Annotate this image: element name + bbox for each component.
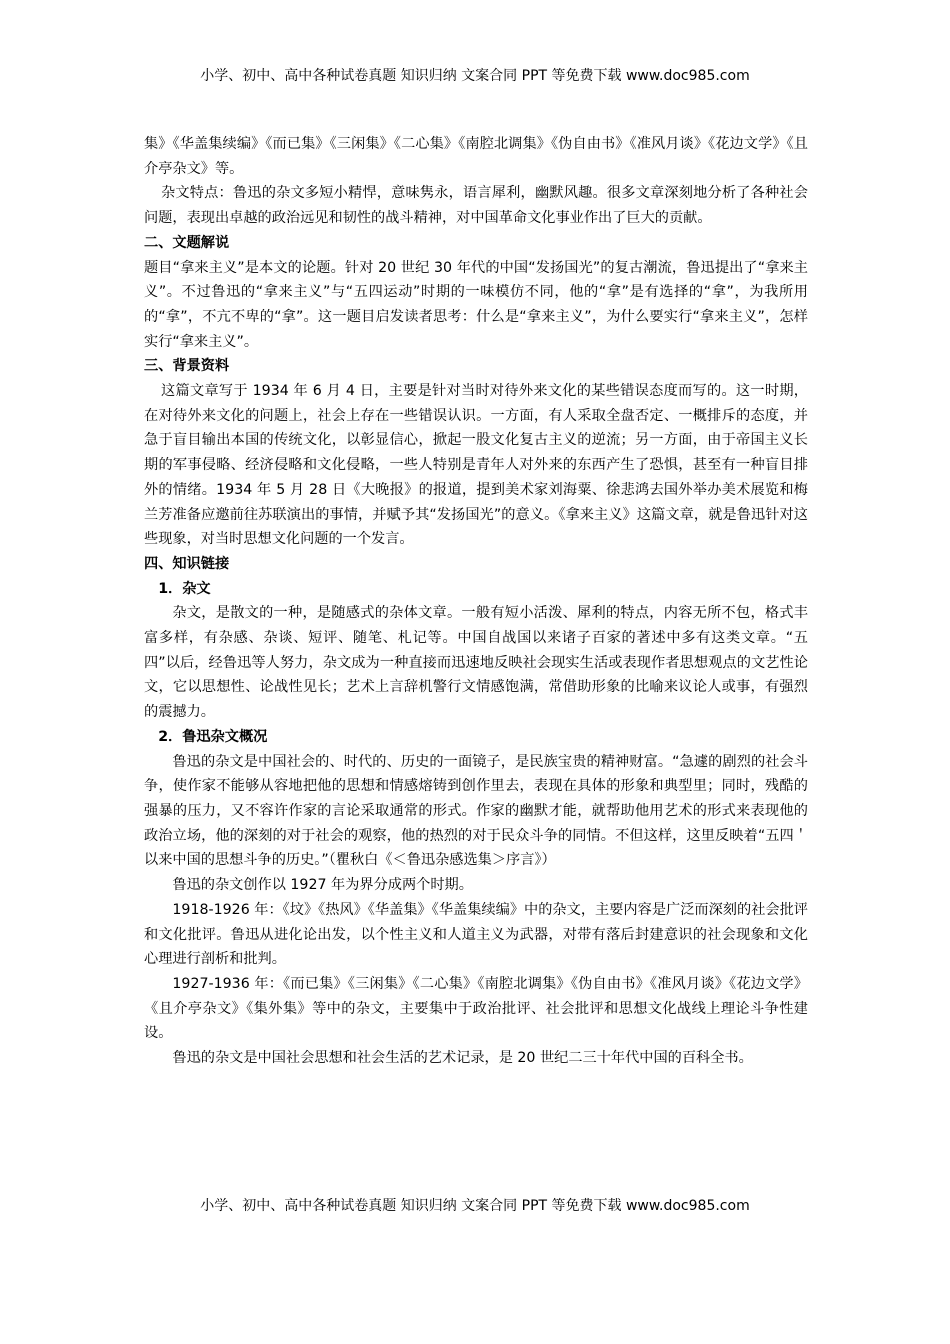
periods-paragraph: 鲁迅的杂文创作以 1927 年为界分成两个时期。 [172, 877, 473, 894]
period1-paragraph: 1918-1926 年：《坟》《热风》《华盖集》《华盖集续编》中的杂文，主要内容是广泛而深刻的社会批评和文化批评。鲁迅从进化论出发，以个性主义和人道主义为武器，对带有落后封建意识的社会现象和文化心理进行剖析和批判。 [144, 901, 808, 968]
subheading-zawen: 1．杂文 [158, 580, 211, 597]
period2-paragraph: 1927-1936 年：《而已集》《三闲集》《二心集》《南腔北调集》《伪自由书》《准风月谈》《花边文学》《且介亭杂文》《集外集》等中的杂文，主要集中于政治批评、社会批评和思想文化战线上理论斗争性建设。 [144, 975, 808, 1042]
section-heading-knowledge-links: 四、知识链接 [144, 555, 230, 572]
subheading-luxun-overview: 2．鲁迅杂文概况 [158, 728, 268, 745]
section-heading-title-explanation: 二、文题解说 [144, 234, 230, 251]
features-paragraph: 杂文特点：鲁迅的杂文多短小精悍，意味隽永，语言犀利，幽默风趣。很多文章深刻地分析了各种社会问题，表现出卓越的政治远见和韧性的战斗精神，对中国革命文化事业作出了巨大的贡献。 [144, 185, 808, 227]
section-heading-background: 三、背景资料 [144, 358, 230, 375]
overview-paragraph: 鲁迅的杂文是中国社会的、时代的、历史的一面镜子，是民族宝贵的精神财富。“急遽的剧烈的社会斗争，使作家不能够从容地把他的思想和情感熔铸到创作里去，表现在具体的形象和典型里；同时，残酷的强暴的压力，又不容许作家的言论采取通常的形式。作家的幽默才能，就帮助他用艺术的形式来表现他的政治立场，他的深刻的对于社会的观察，他的热烈的对于民众斗争的同情。不但这样，这里反映着“五四＇以来中国的思想斗争的历史。”（瞿秋白《＜鲁迅杂感选集＞序言》） [144, 753, 808, 869]
zawen-paragraph: 杂文，是散文的一种，是随感式的杂体文章。一般有短小活泼、犀利的特点，内容无所不包，格式丰富多样，有杂感、杂谈、短评、随笔、札记等。中国自战国以来诸子百家的著述中多有这类文章。“五四”以后，经鲁迅等人努力，杂文成为一种直接而迅速地反映社会现实生活或表现作者思想观点的文艺性论文，它以思想性、论战性见长；艺术上言辞机警行文情感饱满，常借助形象的比喻来议论人或事，有强烈的震撼力。 [144, 605, 808, 721]
title-explanation-paragraph: 题目“拿来主义”是本文的论题。针对 20 世纪 30 年代的中国“发扬国光”的复古潮流，鲁迅提出了“拿来主义”。不过鲁迅的“拿来主义”与“五四运动”时期的一味模仿不同，他的“拿”是有选择的“拿”，为我所用的“拿”，不亢不卑的“拿”。这一题目启发读者思考：什么是“拿来主义”，为什么要实行“拿来主义”，怎样实行“拿来主义”。 [144, 259, 808, 350]
intro-paragraph: 集》《华盖集续编》《而已集》《三闲集》《二心集》《南腔北调集》《伪自由书》《准风月谈》《花边文学》《且介亭杂文》等。 [144, 136, 808, 177]
page-footer: 小学、初中、高中各种试卷真题 知识归纳 文案合同 PPT 等免费下载 www.doc985.com [200, 1198, 750, 1214]
document-body [144, 132, 808, 1071]
conclusion-paragraph: 鲁迅的杂文是中国社会思想和社会生活的艺术记录，是 20 世纪二三十年代中国的百科全书。 [172, 1050, 753, 1067]
background-paragraph: 这篇文章写于 1934 年 6 月 4 日，主要是针对当时对待外来文化的某些错误态度而写的。这一时期，在对待外来文化的问题上，社会上存在一些错误认识。一方面，有人采取全盘否定、一概排斥的态度，并急于盲目输出本国的传统文化，以彰显信心，掀起一股文化复古主义的逆流；另一方面，由于帝国主义长期的军事侵略、经济侵略和文化侵略，一些人特别是青年人对外来的东西产生了恐惧，甚至有一种盲目排外的情绪。1934 年 5 月 28 日《大晚报》的报道，提到美术家刘海粟、徐悲鸿去国外举办美术展览和梅兰芳准备应邀前往苏联演出的事情，并赋予其“发扬国光”的意义。《拿来主义》这篇文章，就是鲁迅针对这些现象，对当时思想文化问题的一个发言。 [144, 383, 808, 548]
page-header: 小学、初中、高中各种试卷真题 知识归纳 文案合同 PPT 等免费下载 www.doc985.com [200, 68, 750, 84]
